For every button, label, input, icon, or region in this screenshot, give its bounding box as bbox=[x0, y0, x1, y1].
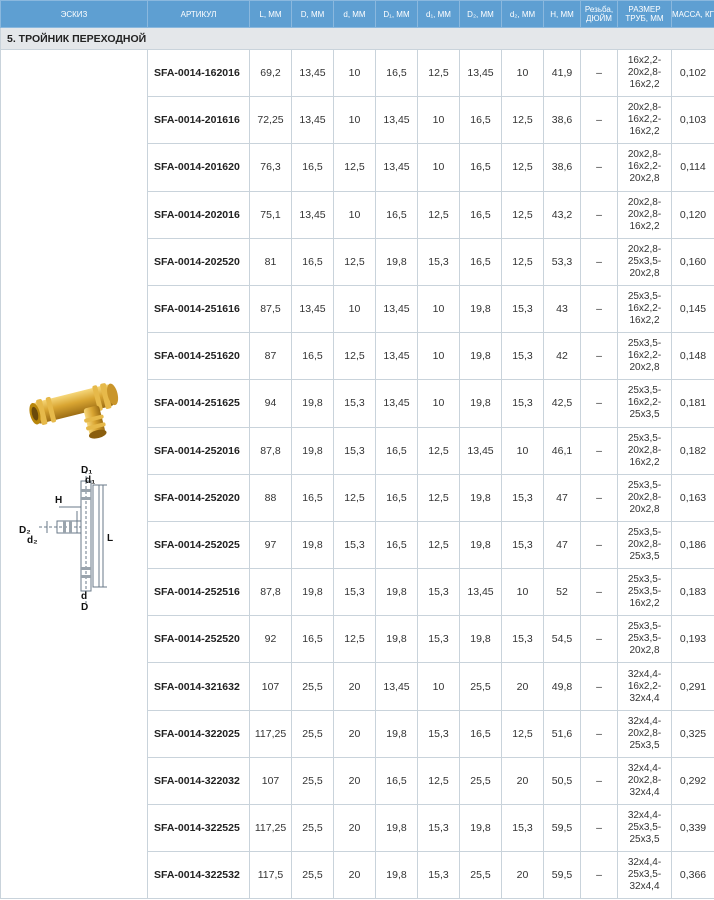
pipe-size-cell bbox=[618, 852, 672, 899]
pipe-size-cell bbox=[618, 521, 672, 568]
cell-d1: 12,5 bbox=[418, 521, 460, 568]
pipe-size-line: 25х3,5- bbox=[627, 633, 662, 645]
cell-D1: 16,5 bbox=[376, 427, 418, 474]
cell-D1: 16,5 bbox=[376, 50, 418, 97]
cell-L: 117,5 bbox=[250, 852, 292, 899]
header-L: L, ММ bbox=[250, 1, 292, 28]
cell-d: 15,3 bbox=[334, 569, 376, 616]
cell-mass: 0,145 bbox=[672, 285, 714, 332]
cell-L: 69,2 bbox=[250, 50, 292, 97]
article-cell: SFA-0014-202520 bbox=[148, 238, 250, 285]
cell-thread: – bbox=[581, 238, 618, 285]
cell-d2: 15,3 bbox=[502, 380, 544, 427]
pipe-size-line: 20х2,8- bbox=[627, 196, 662, 208]
cell-H: 50,5 bbox=[544, 757, 581, 804]
article-cell: SFA-0014-202016 bbox=[148, 191, 250, 238]
cell-d: 20 bbox=[334, 805, 376, 852]
cell-thread: – bbox=[581, 50, 618, 97]
tee-fitting-image bbox=[24, 375, 124, 447]
article-cell: SFA-0014-251625 bbox=[148, 380, 250, 427]
cell-L: 76,3 bbox=[250, 144, 292, 191]
cell-L: 107 bbox=[250, 663, 292, 710]
header-d: d, ММ bbox=[334, 1, 376, 28]
pipe-size-line: 20х2,8 bbox=[629, 503, 660, 515]
article-cell: SFA-0014-251616 bbox=[148, 285, 250, 332]
cell-D: 19,8 bbox=[292, 380, 334, 427]
pipe-size-line: 25х3,5 bbox=[629, 550, 660, 562]
cell-D: 19,8 bbox=[292, 427, 334, 474]
cell-D2: 19,8 bbox=[460, 380, 502, 427]
cell-D1: 13,45 bbox=[376, 144, 418, 191]
cell-D: 25,5 bbox=[292, 852, 334, 899]
pipe-size-cell bbox=[618, 380, 672, 427]
cell-d1: 15,3 bbox=[418, 238, 460, 285]
cell-d1: 15,3 bbox=[418, 710, 460, 757]
article-cell: SFA-0014-162016 bbox=[148, 50, 250, 97]
section-row bbox=[1, 28, 714, 50]
pipe-size-line: 25х3,5- bbox=[627, 621, 662, 633]
cell-d1: 10 bbox=[418, 144, 460, 191]
pipe-size-cell bbox=[618, 97, 672, 144]
header-H: H, ММ bbox=[544, 1, 581, 28]
pipe-size-cell bbox=[618, 191, 672, 238]
cell-d2: 10 bbox=[502, 427, 544, 474]
cell-d: 20 bbox=[334, 710, 376, 757]
cell-d2: 15,3 bbox=[502, 333, 544, 380]
cell-D2: 25,5 bbox=[460, 663, 502, 710]
article-cell: SFA-0014-201616 bbox=[148, 97, 250, 144]
cell-mass: 0,186 bbox=[672, 521, 714, 568]
cell-d1: 12,5 bbox=[418, 427, 460, 474]
cell-L: 117,25 bbox=[250, 710, 292, 757]
label-D1: D₁ bbox=[81, 465, 93, 477]
article-cell: SFA-0014-201620 bbox=[148, 144, 250, 191]
cell-mass: 0,148 bbox=[672, 333, 714, 380]
pipe-size-line: 25х3,5- bbox=[627, 338, 662, 350]
cell-d2: 12,5 bbox=[502, 97, 544, 144]
cell-thread: – bbox=[581, 616, 618, 663]
pipe-size-cell bbox=[618, 616, 672, 663]
pipe-size-line: 20х2,8 bbox=[629, 267, 660, 279]
header-article: АРТИКУЛ bbox=[148, 1, 250, 28]
cell-D2: 16,5 bbox=[460, 144, 502, 191]
pipe-size-line: 16х2,2 bbox=[629, 79, 660, 91]
cell-d2: 15,3 bbox=[502, 474, 544, 521]
header-sketch: ЭСКИЗ bbox=[1, 1, 148, 28]
cell-H: 53,3 bbox=[544, 238, 581, 285]
cell-D: 25,5 bbox=[292, 757, 334, 804]
cell-D: 25,5 bbox=[292, 710, 334, 757]
cell-d1: 10 bbox=[418, 97, 460, 144]
cell-L: 87 bbox=[250, 333, 292, 380]
cell-H: 47 bbox=[544, 521, 581, 568]
cell-d: 12,5 bbox=[334, 616, 376, 663]
cell-L: 94 bbox=[250, 380, 292, 427]
cell-d1: 15,3 bbox=[418, 805, 460, 852]
pipe-size-cell bbox=[618, 757, 672, 804]
cell-L: 92 bbox=[250, 616, 292, 663]
cell-D: 16,5 bbox=[292, 333, 334, 380]
cell-D2: 16,5 bbox=[460, 710, 502, 757]
cell-d1: 15,3 bbox=[418, 616, 460, 663]
pipe-size-cell bbox=[618, 805, 672, 852]
article-cell: SFA-0014-252025 bbox=[148, 521, 250, 568]
cell-mass: 0,292 bbox=[672, 757, 714, 804]
cell-d: 20 bbox=[334, 852, 376, 899]
cell-L: 81 bbox=[250, 238, 292, 285]
pipe-size-cell bbox=[618, 710, 672, 757]
header-mass: МАССА, КГ bbox=[672, 1, 714, 28]
cell-L: 88 bbox=[250, 474, 292, 521]
pipe-size-line: 25х3,5- bbox=[627, 869, 662, 881]
cell-D2: 19,8 bbox=[460, 805, 502, 852]
cell-d: 10 bbox=[334, 50, 376, 97]
cell-mass: 0,160 bbox=[672, 238, 714, 285]
pipe-size-line: 32х4,4- bbox=[627, 810, 662, 822]
article-cell: SFA-0014-251620 bbox=[148, 333, 250, 380]
cell-H: 38,6 bbox=[544, 97, 581, 144]
pipe-size-cell bbox=[618, 238, 672, 285]
pipe-size-line: 16х2,2- bbox=[627, 303, 662, 315]
label-H: H bbox=[55, 495, 63, 507]
header-d2: d₂, ММ bbox=[502, 1, 544, 28]
cell-D: 19,8 bbox=[292, 521, 334, 568]
cell-H: 59,5 bbox=[544, 852, 581, 899]
pipe-size-line: 16х2,2- bbox=[627, 397, 662, 409]
cell-mass: 0,163 bbox=[672, 474, 714, 521]
cell-d1: 12,5 bbox=[418, 474, 460, 521]
label-d1: d₁ bbox=[85, 475, 96, 487]
cell-d1: 12,5 bbox=[418, 191, 460, 238]
pipe-size-line: 32х4,4- bbox=[627, 668, 662, 680]
cell-D1: 19,8 bbox=[376, 805, 418, 852]
technical-drawing bbox=[19, 463, 129, 613]
pipe-size-line: 16х2,2 bbox=[629, 456, 660, 468]
cell-d1: 10 bbox=[418, 380, 460, 427]
pipe-size-cell bbox=[618, 333, 672, 380]
pipe-size-line: 25х3,5 bbox=[629, 739, 660, 751]
cell-D: 16,5 bbox=[292, 144, 334, 191]
cell-mass: 0,182 bbox=[672, 427, 714, 474]
article-cell: SFA-0014-322025 bbox=[148, 710, 250, 757]
cell-D2: 13,45 bbox=[460, 569, 502, 616]
pipe-size-line: 16х2,2 bbox=[629, 220, 660, 232]
table-header bbox=[1, 1, 714, 28]
cell-thread: – bbox=[581, 285, 618, 332]
cell-D1: 13,45 bbox=[376, 380, 418, 427]
cell-mass: 0,114 bbox=[672, 144, 714, 191]
pipe-size-line: 32х4,4- bbox=[627, 857, 662, 869]
article-cell: SFA-0014-252516 bbox=[148, 569, 250, 616]
pipe-size-line: 25х3,5 bbox=[629, 409, 660, 421]
pipe-size-line: 16х2,2- bbox=[627, 161, 662, 173]
pipe-size-cell bbox=[618, 474, 672, 521]
cell-D2: 13,45 bbox=[460, 427, 502, 474]
cell-d1: 12,5 bbox=[418, 757, 460, 804]
cell-d2: 20 bbox=[502, 852, 544, 899]
cell-thread: – bbox=[581, 191, 618, 238]
cell-d: 12,5 bbox=[334, 333, 376, 380]
cell-D1: 19,8 bbox=[376, 852, 418, 899]
cell-d2: 10 bbox=[502, 50, 544, 97]
cell-d: 10 bbox=[334, 285, 376, 332]
cell-L: 72,25 bbox=[250, 97, 292, 144]
cell-D1: 19,8 bbox=[376, 616, 418, 663]
pipe-size-line: 20х2,8- bbox=[627, 208, 662, 220]
label-d2: d₂ bbox=[27, 535, 38, 547]
cell-D2: 16,5 bbox=[460, 191, 502, 238]
table-body bbox=[1, 50, 714, 899]
pipe-size-line: 25х3,5- bbox=[627, 479, 662, 491]
cell-D1: 19,8 bbox=[376, 238, 418, 285]
cell-H: 43,2 bbox=[544, 191, 581, 238]
pipe-size-line: 25х3,5- bbox=[627, 385, 662, 397]
section-title: 5. ТРОЙНИК ПЕРЕХОДНОЙ bbox=[1, 28, 714, 50]
article-cell: SFA-0014-252020 bbox=[148, 474, 250, 521]
cell-L: 87,8 bbox=[250, 427, 292, 474]
article-cell: SFA-0014-252016 bbox=[148, 427, 250, 474]
label-D2: D₂ bbox=[19, 525, 31, 537]
cell-d1: 10 bbox=[418, 285, 460, 332]
cell-H: 42,5 bbox=[544, 380, 581, 427]
pipe-size-line: 25х3,5 bbox=[629, 834, 660, 846]
pipe-size-line: 25х3,5- bbox=[627, 432, 662, 444]
cell-d: 10 bbox=[334, 191, 376, 238]
cell-d2: 20 bbox=[502, 663, 544, 710]
cell-d: 20 bbox=[334, 757, 376, 804]
cell-D1: 16,5 bbox=[376, 191, 418, 238]
cell-d: 12,5 bbox=[334, 474, 376, 521]
article-cell: SFA-0014-322532 bbox=[148, 852, 250, 899]
cell-thread: – bbox=[581, 380, 618, 427]
pipe-size-line: 32х4,4- bbox=[627, 715, 662, 727]
pipe-size-line: 20х2,8- bbox=[627, 774, 662, 786]
cell-d2: 15,3 bbox=[502, 285, 544, 332]
pipe-size-line: 16х2,2 bbox=[629, 598, 660, 610]
pipe-size-cell bbox=[618, 50, 672, 97]
cell-D2: 19,8 bbox=[460, 616, 502, 663]
cell-D: 16,5 bbox=[292, 616, 334, 663]
cell-D1: 13,45 bbox=[376, 285, 418, 332]
pipe-size-line: 20х2,8- bbox=[627, 102, 662, 114]
cell-d2: 12,5 bbox=[502, 144, 544, 191]
cell-mass: 0,366 bbox=[672, 852, 714, 899]
cell-D: 16,5 bbox=[292, 238, 334, 285]
cell-d1: 10 bbox=[418, 333, 460, 380]
pipe-size-cell bbox=[618, 569, 672, 616]
cell-H: 46,1 bbox=[544, 427, 581, 474]
cell-H: 47 bbox=[544, 474, 581, 521]
article-cell: SFA-0014-252520 bbox=[148, 616, 250, 663]
cell-d1: 15,3 bbox=[418, 569, 460, 616]
pipe-size-line: 16х2,2- bbox=[627, 55, 662, 67]
cell-D2: 19,8 bbox=[460, 521, 502, 568]
cell-mass: 0,102 bbox=[672, 50, 714, 97]
cell-mass: 0,120 bbox=[672, 191, 714, 238]
header-D: D, ММ bbox=[292, 1, 334, 28]
cell-L: 117,25 bbox=[250, 805, 292, 852]
cell-thread: – bbox=[581, 97, 618, 144]
cell-D1: 16,5 bbox=[376, 474, 418, 521]
cell-L: 87,8 bbox=[250, 569, 292, 616]
cell-D: 13,45 bbox=[292, 50, 334, 97]
pipe-size-line: 20х2,8- bbox=[627, 727, 662, 739]
pipe-size-line: 25х3,5- bbox=[627, 586, 662, 598]
cell-thread: – bbox=[581, 663, 618, 710]
cell-L: 97 bbox=[250, 521, 292, 568]
cell-D1: 19,8 bbox=[376, 710, 418, 757]
cell-d2: 12,5 bbox=[502, 710, 544, 757]
cell-mass: 0,181 bbox=[672, 380, 714, 427]
cell-D: 25,5 bbox=[292, 805, 334, 852]
cell-D1: 13,45 bbox=[376, 333, 418, 380]
pipe-size-cell bbox=[618, 285, 672, 332]
sketch-cell bbox=[1, 50, 148, 899]
pipe-size-line: 20х2,8- bbox=[627, 444, 662, 456]
cell-H: 52 bbox=[544, 569, 581, 616]
article-cell: SFA-0014-322525 bbox=[148, 805, 250, 852]
cell-D: 19,8 bbox=[292, 569, 334, 616]
pipe-size-line: 20х2,8- bbox=[627, 67, 662, 79]
cell-thread: – bbox=[581, 427, 618, 474]
cell-D1: 19,8 bbox=[376, 569, 418, 616]
cell-D: 25,5 bbox=[292, 663, 334, 710]
cell-H: 54,5 bbox=[544, 616, 581, 663]
article-cell: SFA-0014-321632 bbox=[148, 663, 250, 710]
cell-D1: 16,5 bbox=[376, 757, 418, 804]
cell-mass: 0,193 bbox=[672, 616, 714, 663]
pipe-size-line: 20х2,8- bbox=[627, 149, 662, 161]
pipe-size-line: 16х2,2- bbox=[627, 680, 662, 692]
header-D2: D₂, ММ bbox=[460, 1, 502, 28]
header-d1: d₁, ММ bbox=[418, 1, 460, 28]
cell-H: 59,5 bbox=[544, 805, 581, 852]
cell-D1: 16,5 bbox=[376, 521, 418, 568]
cell-D2: 19,8 bbox=[460, 285, 502, 332]
cell-D1: 13,45 bbox=[376, 663, 418, 710]
pipe-size-line: 25х3,5- bbox=[627, 574, 662, 586]
cell-thread: – bbox=[581, 569, 618, 616]
pipe-size-cell bbox=[618, 144, 672, 191]
pipe-size-line: 20х2,8- bbox=[627, 538, 662, 550]
pipe-size-line: 16х2,2 bbox=[629, 126, 660, 138]
pipe-size-cell bbox=[618, 663, 672, 710]
cell-D2: 16,5 bbox=[460, 238, 502, 285]
pipe-size-line: 32х4,4 bbox=[629, 786, 660, 798]
cell-d2: 10 bbox=[502, 569, 544, 616]
pipe-size-line: 32х4,4 bbox=[629, 692, 660, 704]
pipe-size-line: 32х4,4 bbox=[629, 881, 660, 893]
cell-D2: 19,8 bbox=[460, 333, 502, 380]
cell-d1: 10 bbox=[418, 663, 460, 710]
cell-D2: 25,5 bbox=[460, 757, 502, 804]
cell-D2: 25,5 bbox=[460, 852, 502, 899]
cell-H: 41,9 bbox=[544, 50, 581, 97]
cell-thread: – bbox=[581, 474, 618, 521]
cell-thread: – bbox=[581, 521, 618, 568]
label-d: d bbox=[81, 591, 88, 603]
pipe-size-line: 16х2,2- bbox=[627, 114, 662, 126]
cell-thread: – bbox=[581, 144, 618, 191]
cell-thread: – bbox=[581, 852, 618, 899]
cell-d: 15,3 bbox=[334, 427, 376, 474]
cell-H: 38,6 bbox=[544, 144, 581, 191]
pipe-size-line: 20х2,8- bbox=[627, 243, 662, 255]
pipe-size-line: 16х2,2 bbox=[629, 315, 660, 327]
cell-thread: – bbox=[581, 757, 618, 804]
cell-d2: 20 bbox=[502, 757, 544, 804]
cell-d2: 12,5 bbox=[502, 238, 544, 285]
cell-mass: 0,325 bbox=[672, 710, 714, 757]
header-pipe-size: РАЗМЕР ТРУБ, ММ bbox=[618, 1, 672, 28]
cell-D1: 13,45 bbox=[376, 97, 418, 144]
cell-d1: 12,5 bbox=[418, 50, 460, 97]
cell-H: 43 bbox=[544, 285, 581, 332]
pipe-size-line: 20х2,8- bbox=[627, 491, 662, 503]
cell-d2: 15,3 bbox=[502, 616, 544, 663]
cell-mass: 0,339 bbox=[672, 805, 714, 852]
cell-L: 107 bbox=[250, 757, 292, 804]
cell-d2: 15,3 bbox=[502, 805, 544, 852]
cell-thread: – bbox=[581, 710, 618, 757]
pipe-size-line: 25х3,5- bbox=[627, 526, 662, 538]
cell-d2: 15,3 bbox=[502, 521, 544, 568]
pipe-size-line: 25х3,5- bbox=[627, 291, 662, 303]
pipe-size-line: 25х3,5- bbox=[627, 822, 662, 834]
cell-L: 87,5 bbox=[250, 285, 292, 332]
cell-D2: 19,8 bbox=[460, 474, 502, 521]
cell-mass: 0,183 bbox=[672, 569, 714, 616]
pipe-size-line: 16х2,2- bbox=[627, 350, 662, 362]
cell-H: 42 bbox=[544, 333, 581, 380]
cell-D: 13,45 bbox=[292, 97, 334, 144]
cell-L: 75,1 bbox=[250, 191, 292, 238]
cell-d2: 12,5 bbox=[502, 191, 544, 238]
cell-d: 20 bbox=[334, 663, 376, 710]
cell-D2: 13,45 bbox=[460, 50, 502, 97]
pipe-size-line: 20х2,8 bbox=[629, 645, 660, 657]
cell-mass: 0,103 bbox=[672, 97, 714, 144]
pipe-size-cell bbox=[618, 427, 672, 474]
cell-d: 15,3 bbox=[334, 380, 376, 427]
cell-D: 13,45 bbox=[292, 285, 334, 332]
cell-thread: – bbox=[581, 805, 618, 852]
cell-mass: 0,291 bbox=[672, 663, 714, 710]
cell-d: 12,5 bbox=[334, 144, 376, 191]
cell-D2: 16,5 bbox=[460, 97, 502, 144]
label-D: D bbox=[81, 602, 89, 614]
cell-H: 49,8 bbox=[544, 663, 581, 710]
pipe-size-line: 32х4,4- bbox=[627, 762, 662, 774]
cell-d: 12,5 bbox=[334, 238, 376, 285]
cell-d: 15,3 bbox=[334, 521, 376, 568]
cell-d: 10 bbox=[334, 97, 376, 144]
pipe-size-line: 25х3,5- bbox=[627, 255, 662, 267]
label-L: L bbox=[107, 533, 114, 545]
pipe-size-line: 20х2,8 bbox=[629, 173, 660, 185]
cell-d1: 15,3 bbox=[418, 852, 460, 899]
header-D1: D₁, ММ bbox=[376, 1, 418, 28]
cell-thread: – bbox=[581, 333, 618, 380]
table-row bbox=[1, 50, 714, 97]
cell-D: 16,5 bbox=[292, 474, 334, 521]
header-thread: Резьба, ДЮЙМ bbox=[581, 1, 618, 28]
article-cell: SFA-0014-322032 bbox=[148, 757, 250, 804]
cell-D: 13,45 bbox=[292, 191, 334, 238]
cell-H: 51,6 bbox=[544, 710, 581, 757]
pipe-size-line: 20х2,8 bbox=[629, 362, 660, 374]
